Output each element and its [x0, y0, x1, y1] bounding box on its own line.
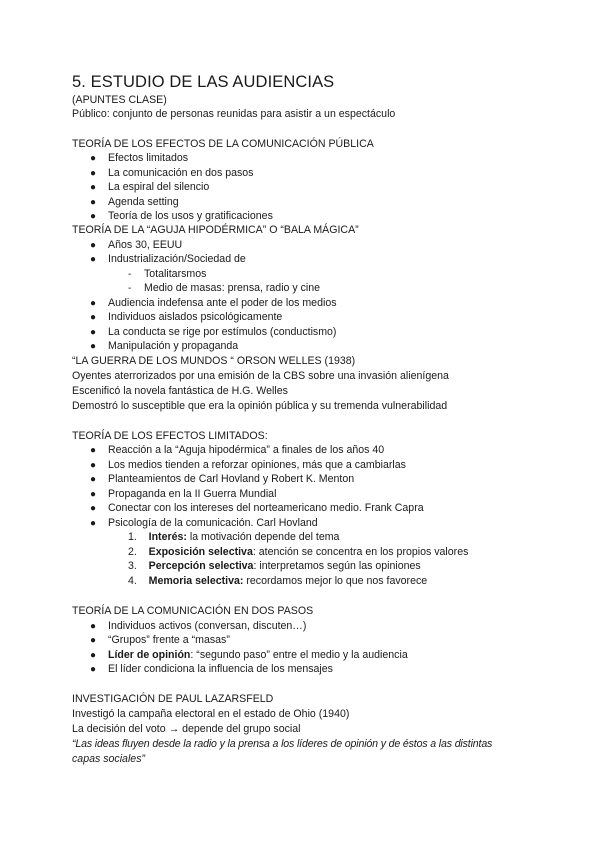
- bold-term: Líder de opinión: [108, 649, 191, 661]
- bullet-icon: ●: [90, 197, 97, 208]
- section-heading: TEORÍA DE LOS EFECTOS DE LA COMUNICACIÓN PÚBLICA: [72, 138, 374, 150]
- list-item: Conectar con los intereses del norteamericano medio. Frank Capra: [108, 502, 424, 514]
- term-description: : atención se concentra en los propios valores: [252, 546, 469, 558]
- list-item: Los medios tienden a reforzar opiniones, más que a cambiarlas: [108, 459, 406, 471]
- sub-list-item: Medio de masas: prensa, radio y cine: [144, 282, 321, 294]
- bullet-icon: ●: [90, 211, 97, 222]
- numbered-item: [128, 531, 339, 544]
- list-item: Propaganda en la II Guerra Mundial: [108, 488, 277, 500]
- quote-line: “Las ideas fluyen desde la radio y la prensa a los líderes de opinión y de éstos a las distintas: [72, 738, 493, 750]
- body-line: Oyentes aterrorizados por una emisión de la CBS sobre una invasión alienígena: [72, 370, 449, 382]
- item-number: 2.: [128, 546, 137, 558]
- bullet-icon: ●: [90, 650, 97, 661]
- list-item: La espiral del silencio: [108, 181, 210, 193]
- term-description: : interpretamos según las opiniones: [253, 560, 421, 572]
- list-item: Manipulación y propaganda: [108, 340, 239, 352]
- body-line: Escenificó la novela fantástica de H.G. Welles: [72, 385, 288, 397]
- bold-term: Exposición selectiva: [148, 546, 253, 558]
- term-description: recordamos mejor lo que nos favorece: [243, 575, 428, 587]
- list-item: La comunicación en dos pasos: [108, 167, 254, 179]
- bold-term: Percepción selectiva: [148, 560, 254, 572]
- numbered-item: [128, 575, 427, 588]
- bullet-icon: ●: [90, 460, 97, 471]
- numbered-item: [128, 560, 421, 573]
- bullet-icon: ●: [90, 635, 97, 646]
- list-item: Efectos limitados: [108, 152, 189, 164]
- section-heading: INVESTIGACIÓN DE PAUL LAZARSFELD: [72, 693, 274, 705]
- dash-icon: -: [128, 283, 132, 294]
- bullet-icon: ●: [90, 240, 97, 251]
- quote-line: capas sociales”: [72, 753, 146, 765]
- list-item: Psicología de la comunicación. Carl Hovland: [108, 517, 318, 529]
- list-item: “Grupos” frente a “masas”: [108, 634, 230, 646]
- bullet-icon: ●: [90, 445, 97, 456]
- term-description: : “segundo paso” entre el medio y la audiencia: [190, 649, 408, 661]
- body-line: La decisión del voto → depende del grupo social: [72, 723, 301, 735]
- bold-term: Interés:: [148, 531, 187, 543]
- definition-line: Público: conjunto de personas reunidas para asistir a un espectáculo: [72, 108, 396, 120]
- bullet-icon: ●: [90, 327, 97, 338]
- list-item: Reacción a la “Aguja hipodérmica” a finales de los años 40: [108, 444, 385, 456]
- body-line: Demostró lo susceptible que era la opinión pública y su tremenda vulnerabilidad: [72, 400, 448, 412]
- section-heading: TEORÍA DE LA “AGUJA HIPODÉRMICA” O “BALA MÁGICA”: [72, 224, 359, 236]
- dash-icon: -: [128, 269, 132, 280]
- body-line: Investigó la campaña electoral en el estado de Ohio (1940): [72, 708, 350, 720]
- list-item: La conducta se rige por estímulos (conductismo): [108, 326, 337, 338]
- list-item: Industrialización/Sociedad de: [108, 253, 246, 265]
- list-item: Teoría de los usos y gratificaciones: [108, 210, 273, 222]
- bullet-icon: ●: [90, 503, 97, 514]
- bullet-icon: ●: [90, 489, 97, 500]
- bullet-icon: ●: [90, 312, 97, 323]
- bullet-icon: ●: [90, 474, 97, 485]
- list-item: Años 30, EEUU: [108, 239, 183, 251]
- list-item: Agenda setting: [108, 196, 179, 208]
- page-title: 5. ESTUDIO DE LAS AUDIENCIAS: [72, 73, 335, 91]
- list-item: Individuos activos (conversan, discuten…): [108, 620, 307, 632]
- list-item: El líder condiciona la influencia de los mensajes: [108, 663, 333, 675]
- bullet-icon: ●: [90, 664, 97, 675]
- bullet-icon: ●: [90, 153, 97, 164]
- item-number: 4.: [128, 575, 137, 587]
- list-item: Audiencia indefensa ante el poder de los medios: [108, 297, 337, 309]
- list-item: Planteamientos de Carl Hovland y Robert K. Menton: [108, 473, 355, 485]
- bullet-icon: ●: [90, 341, 97, 352]
- sub-list-item: Totalitarsmos: [144, 268, 207, 280]
- bullet-icon: ●: [90, 168, 97, 179]
- bullet-icon: ●: [90, 254, 97, 265]
- bullet-icon: ●: [90, 182, 97, 193]
- bold-term: Memoria selectiva:: [148, 575, 244, 587]
- bullet-icon: ●: [90, 518, 97, 529]
- section-heading: TEORÍA DE LA COMUNICACIÓN EN DOS PASOS: [72, 605, 314, 617]
- bullet-icon: ●: [90, 298, 97, 309]
- term-description: la motivación depende del tema: [186, 531, 340, 543]
- item-number: 3.: [128, 560, 137, 572]
- bullet-icon: ●: [90, 621, 97, 632]
- list-item: [108, 649, 408, 662]
- subtitle: (APUNTES CLASE): [72, 94, 167, 106]
- list-item: Individuos aislados psicológicamente: [108, 311, 283, 323]
- item-number: 1.: [128, 531, 137, 543]
- section-heading: “LA GUERRA DE LOS MUNDOS “ ORSON WELLES (1938): [72, 355, 356, 367]
- section-heading: TEORÍA DE LOS EFECTOS LIMITADOS:: [72, 430, 268, 442]
- numbered-item: [128, 546, 468, 559]
